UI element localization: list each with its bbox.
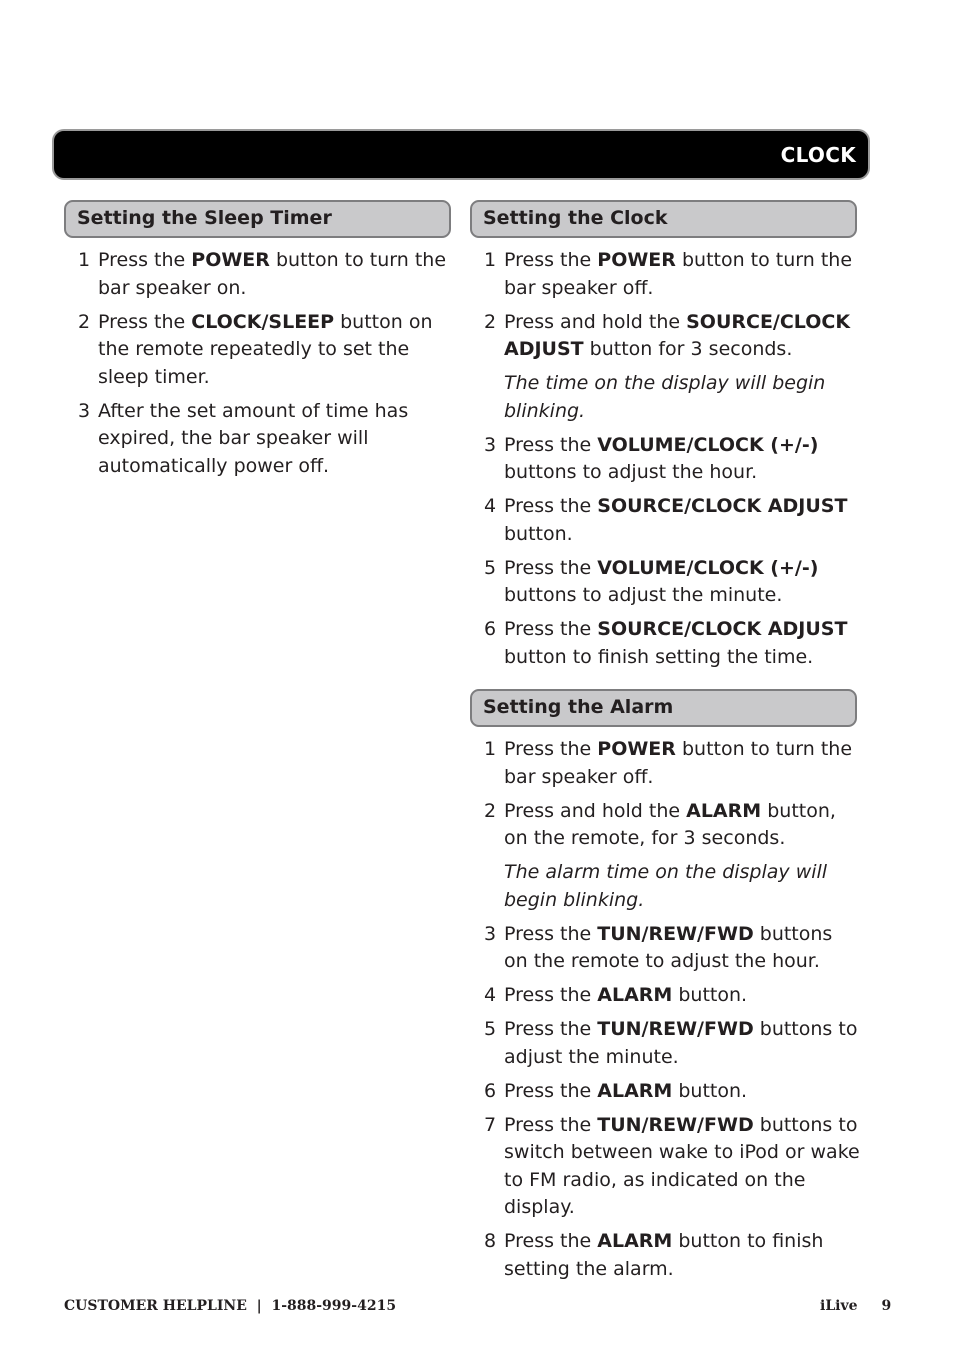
heading-alarm: Setting the Alarm [470,689,857,727]
heading-clock: Setting the Clock [470,200,857,238]
list-item: 2 Press and hold the ALARM button, on the remote, for 3 seconds. [484,799,836,849]
section-title: CLOCK [780,143,856,167]
list-item: 3 Press the VOLUME/CLOCK (+/-) buttons to adjust the hour. [484,433,819,483]
list-item: 1 Press the POWER button to turn the bar speaker on. [78,249,447,299]
list-item: 3 Press the TUN/REW/FWD buttons on the remote to adjust the hour. [484,922,833,972]
list-item: 4 Press the ALARM button. [484,984,748,1006]
list-item: 5 Press the TUN/REW/FWD buttons to adjust the minute. [484,1018,858,1068]
list-item: 3 After the set amount of time has expired, the bar speaker will automatically power off. [78,399,409,477]
list-item: 7 Press the TUN/REW/FWD buttons to switch between wake to iPod or wake to FM radio, as indicated on the display. [484,1113,860,1218]
list-item: 6 Press the ALARM button. [484,1079,748,1102]
list-item: 4 Press the SOURCE/CLOCK ADJUST button. [484,495,848,545]
sleep-timer-steps [78,247,448,487]
list-item: 2 Press and hold the SOURCE/CLOCK ADJUST button for 3 seconds. [484,310,851,360]
section-header-bar [52,129,870,180]
alarm-note: The alarm time on the display will begin blinking. [504,861,828,911]
brand-name: iLive [820,1298,858,1314]
list-item: 2 Press the CLOCK/SLEEP button on the remote repeatedly to set the sleep timer. [78,310,433,388]
footer-brand-page [820,1298,891,1314]
list-item: 1 Press the POWER button to turn the bar speaker off. [484,738,853,788]
alarm-steps [484,736,860,1290]
clock-note: The time on the display will begin blinking. [504,372,826,422]
page-number: 9 [881,1298,892,1314]
clock-steps [484,247,860,678]
list-item: 5 Press the VOLUME/CLOCK (+/-) buttons to adjust the minute. [484,556,819,606]
list-item: 1 Press the POWER button to turn the bar speaker off. [484,249,853,299]
footer-helpline: CUSTOMER HELPLINE | 1-888-999-4215 [64,1298,397,1314]
list-item: 6 Press the SOURCE/CLOCK ADJUST button to finish setting the time. [484,618,848,668]
list-item: 8 Press the ALARM button to finish setting the alarm. [484,1230,824,1280]
heading-sleep-timer: Setting the Sleep Timer [64,200,451,238]
